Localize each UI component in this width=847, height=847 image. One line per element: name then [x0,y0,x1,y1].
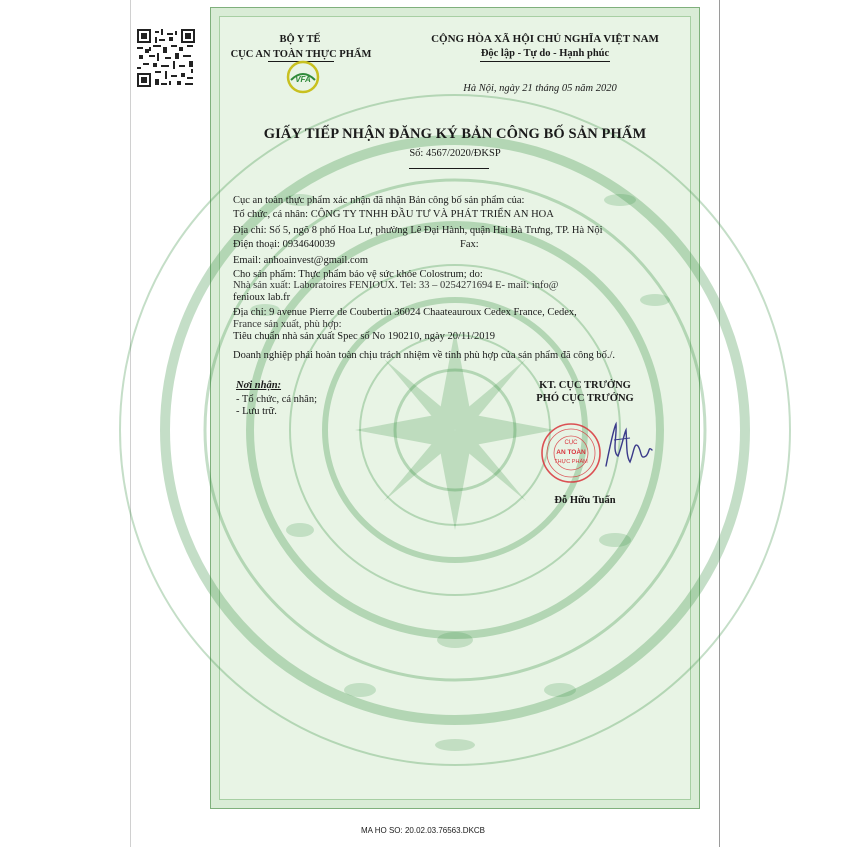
signer-name: Đỗ Hữu Tuấn [554,495,616,506]
national-motto: Độc lập - Tự do - Hạnh phúc [480,48,610,59]
motto-underline [480,61,610,62]
seal-text-top: CỤC [564,440,578,446]
vfa-logo-icon [286,60,320,94]
issue-date: Hà Nội, ngày 21 tháng 05 năm 2020 [463,83,617,94]
dossier-code: MA HO SO: 20.02.03.76563.DKCB [360,826,486,835]
seal-text-bottom: THỰC PHẨM [554,459,588,465]
product-line: Cho sản phẩm: Thực phẩm bảo vệ sức khỏe Colostrum; do: [233,269,483,280]
fax-line: Fax: [460,239,479,250]
responsibility-line: Doanh nghiệp phải hoàn toàn chịu trách nhiệm về tính phù hợp của sản phẩm đã công bố./. [233,350,615,361]
manufacturer-web-line: fenioux lab.fr [233,292,291,303]
vfa-logo-text: VFA [295,75,311,84]
manufacturer-line: Nhà sản xuất: Laboratoires FENIOUX. Tel: 33 – 0254271694 E- mail: info@ [233,280,559,291]
standard-line: Tiêu chuẩn nhà sản xuất Spec số No 190210, ngày 20/11/2019 [233,331,495,342]
recipient-item: - Lưu trữ. [236,406,277,417]
seal-text-mid: AN TOÀN [556,449,586,456]
email-line: Email: anhoainvest@gmail.com [233,255,369,266]
agency-name: CỤC AN TOÀN THỰC PHẨM [230,49,372,60]
recipient-item: - Tổ chức, cá nhân; [236,394,318,405]
ministry-name: BỘ Y TẾ [279,34,321,45]
document-title: GIẤY TIẾP NHẬN ĐĂNG KÝ BẢN CÔNG BỐ SẢN PHẨM [263,126,647,142]
handwritten-signature [596,416,656,474]
number-underline [409,168,489,169]
manufacturer-country-line: France sản xuất, phù hợp: [233,319,342,330]
intro-line: Cục an toàn thực phẩm xác nhận đã nhận Bản công bố sản phẩm của: [233,195,525,206]
manufacturer-address-line: Địa chỉ: 9 avenue Pierre de Coubertin 36024 Chaateauroux Cedex France, Cedex, [233,307,577,318]
red-seal-stamp [540,422,602,484]
recipients-heading: Nơi nhận: [236,380,282,391]
address-line: Địa chỉ: Số 5, ngõ 8 phố Hoa Lư, phường Lê Đại Hành, quận Hai Bà Trưng, TP. Hà Nội [233,225,603,236]
signature-title: KT. CỤC TRƯỞNG [539,380,631,391]
qr-code [137,29,195,87]
document-number: Số: 4567/2020/ĐKSP [409,148,501,159]
organization-line: Tổ chức, cá nhân: CÔNG TY TNHH ĐẦU TƯ VÀ PHÁT TRIỂN AN HOA [233,209,554,220]
phone-line: Điện thoại: 0934640039 [233,239,336,250]
republic-name: CỘNG HÒA XÃ HỘI CHỦ NGHĨA VIỆT NAM [431,33,659,45]
signature-subtitle: PHÓ CỤC TRƯỞNG [536,393,634,404]
